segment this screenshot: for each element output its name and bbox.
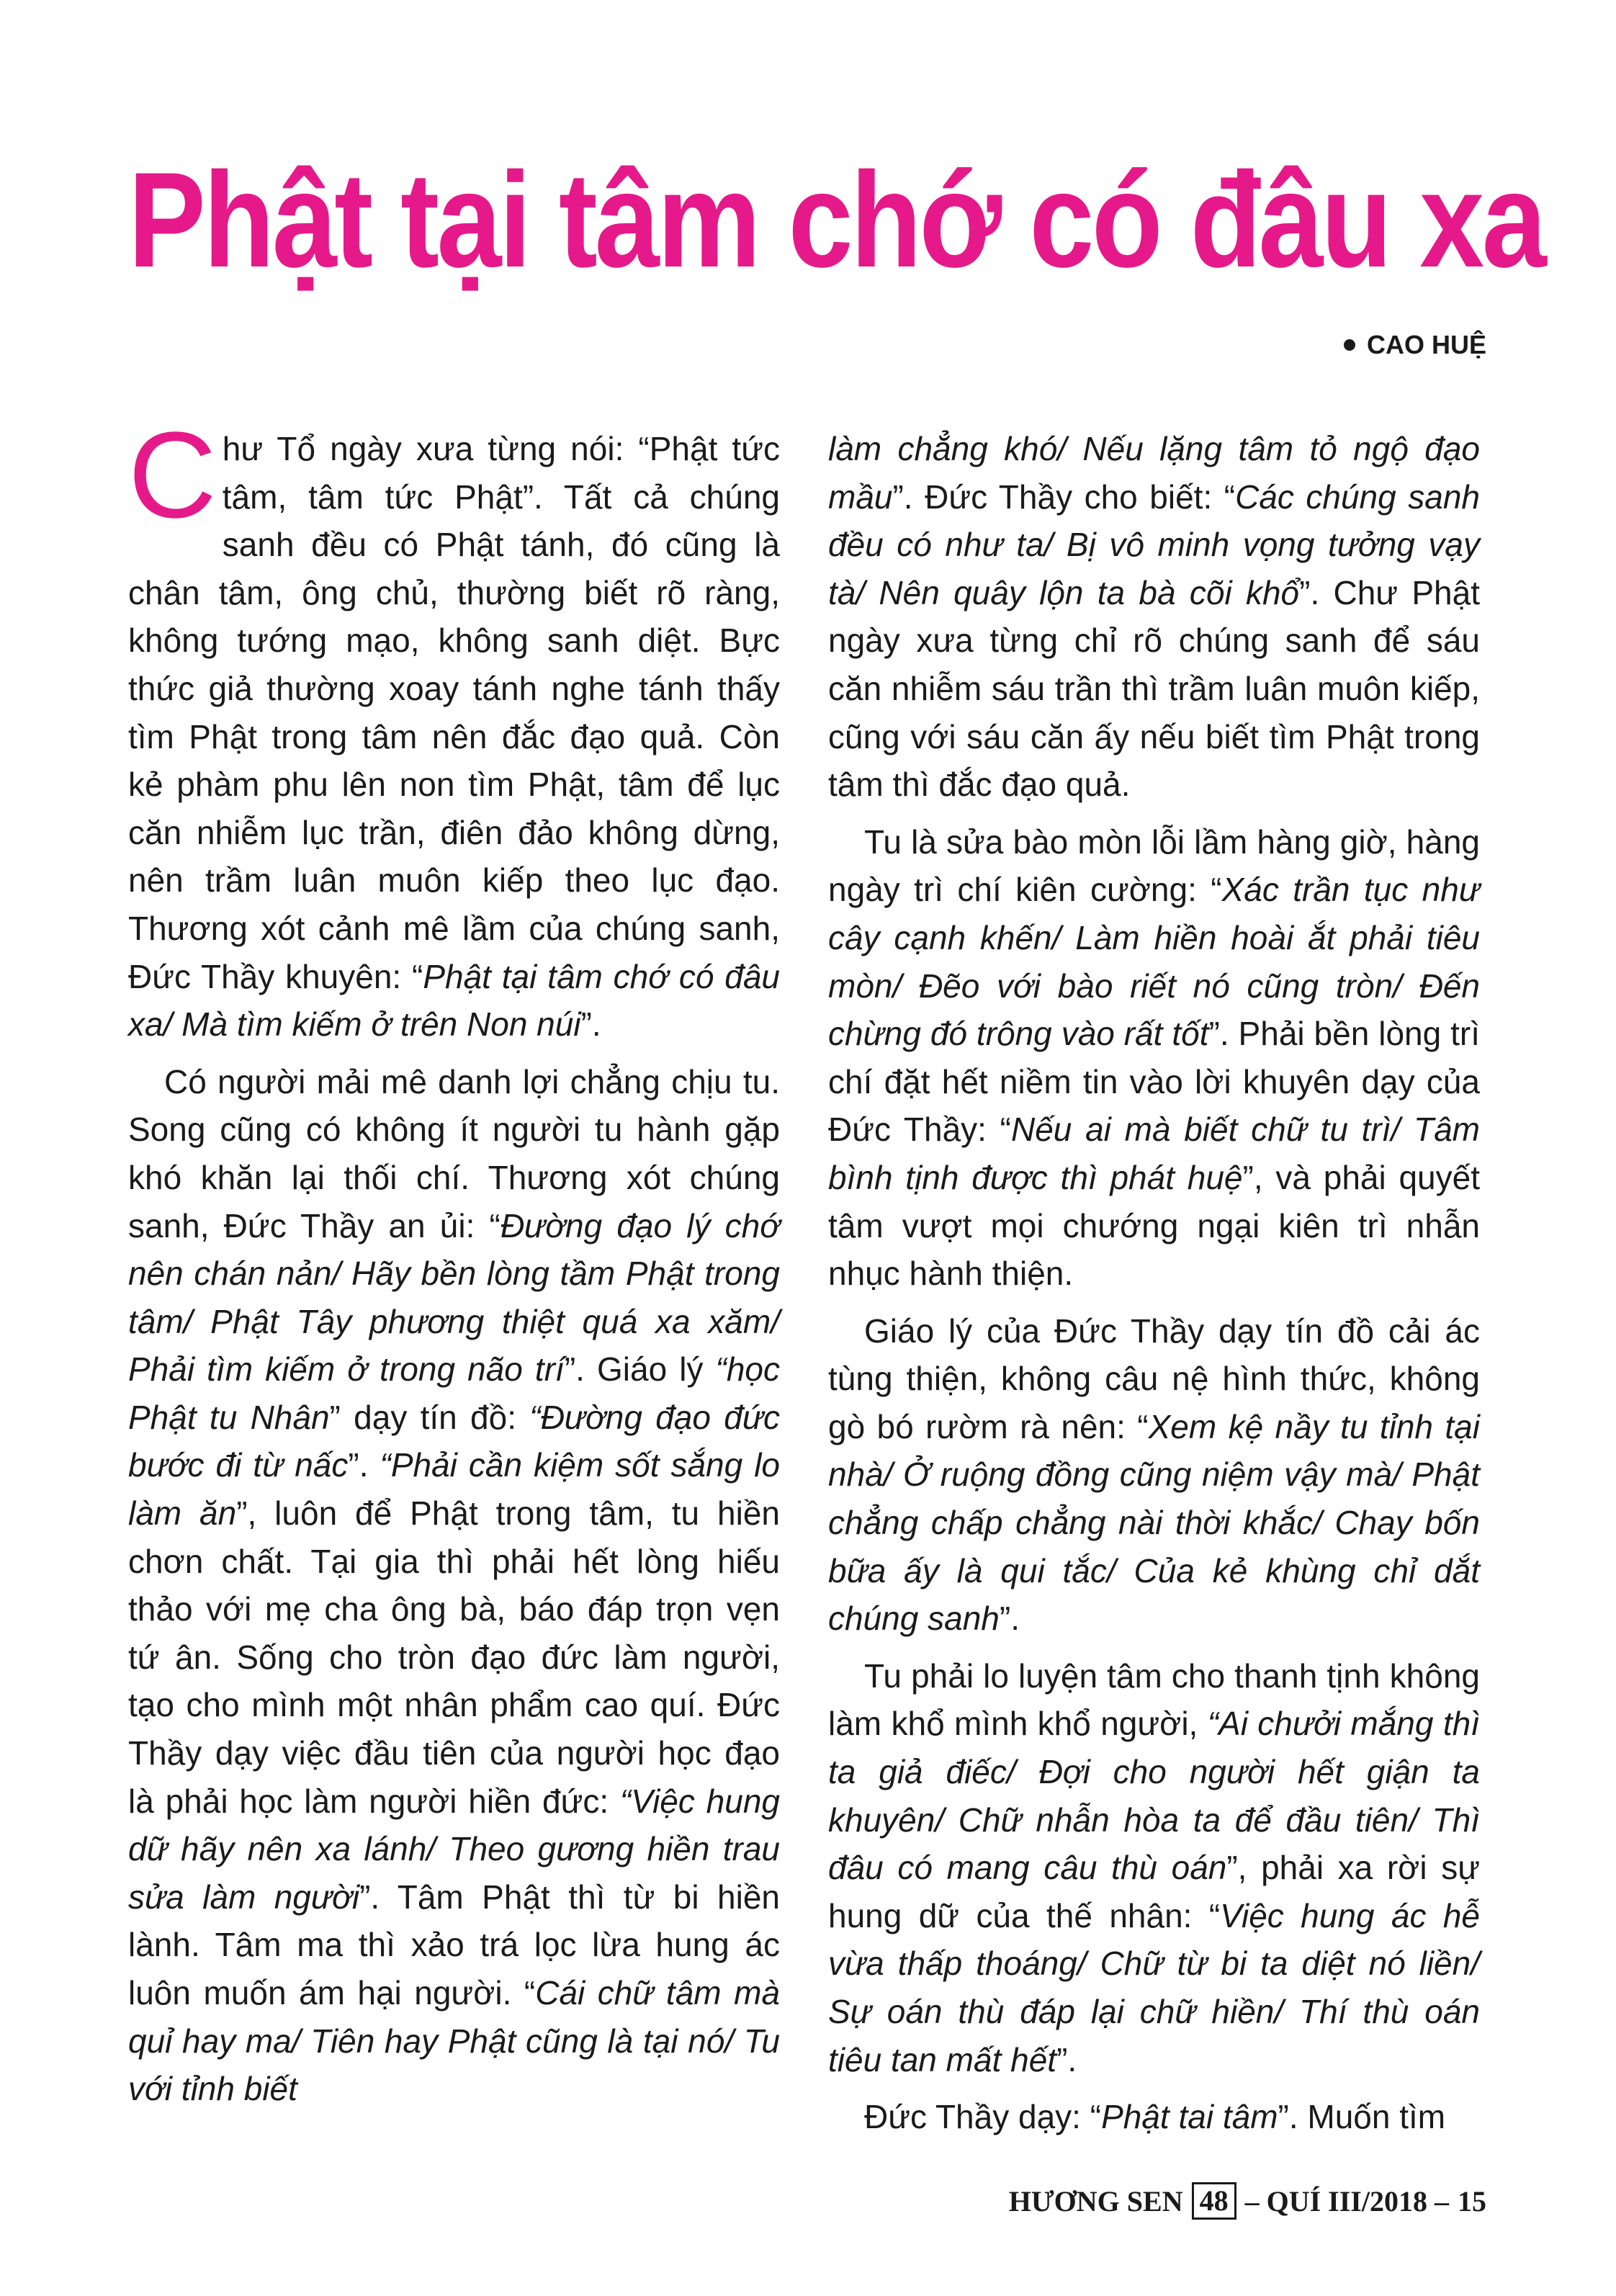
paragraph-text	[828, 1312, 1480, 1638]
paragraph	[828, 818, 1480, 1298]
paragraph-text	[128, 1063, 780, 2107]
page-footer	[1009, 2182, 1486, 2220]
body-text: ” dạy tín đồ:	[329, 1398, 530, 1436]
issue-number: 48	[1192, 2182, 1236, 2220]
paragraph-text	[128, 407, 781, 1044]
body-text: ”. Tâm Phật thì từ bi hiền lành. Tâm ma thì xảo trá lọc lừa hung ác luôn muốn ám hại người. “	[128, 1878, 780, 2012]
paragraph	[128, 407, 781, 1049]
article-title: Phật tại tâm chớ có đâu xa	[128, 144, 1545, 295]
body-text: ”, luôn để Phật trong tâm, tu hiền chơn chất. Tại gia thì phải hết lòng hiếu thảo với mẹ cha ông bà, báo đáp trọn vẹn tứ ân. Sống cho tròn đạo đức làm người, tạo cho mình một nhân phẩm cao quí. Đức Thầy dạy việc đầu tiên của người học đạo là phải học làm người hiền đức:	[128, 1494, 780, 1820]
body-text: Tu là sửa bào mòn lỗi lầm hàng giờ, hàng ngày trì chí kiên cường: “	[828, 822, 1480, 909]
body-text: Đức Thầy dạy: “	[864, 2098, 1102, 2136]
quote-text: Đường đạo lý chớ nên chán nản/ Hãy bền lòng tầm Phật trong tâm/ Phật Tây phương thiệt quá xa xăm/ Phải tìm kiếm ở trong não trí	[128, 1206, 780, 1389]
body-text: Giáo lý của Đức Thầy dạy tín đồ cải ác tùng thiện, không câu nệ hình thức, không gò bó rườm rà nên: “	[828, 1311, 1480, 1445]
quote-text: “học Phật tu Nhân	[128, 1350, 781, 1436]
paragraph	[128, 1058, 780, 2113]
quote-text: “Việc hung dữ hãy nên xa lánh/ Theo gương hiền trau sửa làm người	[128, 1782, 780, 1916]
body-text: ”. Chư Phật ngày xưa từng chỉ rõ chúng sanh để sáu căn nhiễm sáu trần thì trầm luân muôn kiếp, cũng với sáu căn ấy nếu biết tìm Phật trong tâm thì đắc đạo quả.	[828, 573, 1481, 804]
quote-text: Xác trần tục như cây cạnh khến/ Làm hiền hoài ắt phải tiêu mòn/ Đẽo với bào riết nó cũng tròn/ Đến chừng đó trông vào rất tốt	[828, 871, 1480, 1053]
paragraph	[828, 2093, 1480, 2141]
page-number: 15	[1458, 2184, 1486, 2217]
quote-text: “Đường đạo đức bước đi từ nấc	[128, 1398, 780, 1484]
body-text: hư Tổ ngày xưa từng nói: “Phật tức tâm, tâm tức Phật”. Tất cả chúng sanh đều có Phật tánh, đó cũng là chân tâm, ông chủ, thường biết rõ ràng, không tướng mạo, không sanh diệt. Bực thức giả thường xoay tánh nghe tánh thấy tìm Phật trong tâm nên đắc đạo quả. Còn kẻ phàm phu lên non tìm Phật, tâm để lục căn nhiễm lục trần, điên đảo không dừng, nên trầm luân muôn kiếp theo lục đạo. Thương xót cảnh mê lầm của chúng sanh, Đức Thầy khuyên: “	[128, 430, 780, 995]
body-text: Tu phải lo luyện tâm cho thanh tịnh không làm khổ mình khổ người,	[828, 1656, 1480, 1743]
author-byline	[1344, 330, 1486, 360]
paragraph-text	[828, 1657, 1480, 2078]
body-text: Có người mải mê danh lợi chẳng chịu tu. Song cũng có không ít người tu hành gặp khó khăn lại thối chí. Thương xót chúng sanh, Đức Thầy an ủi: “	[128, 1062, 780, 1245]
paragraph-text	[828, 430, 1480, 803]
body-text: ”, và phải quyết tâm vượt mọi chướng ngại kiên trì nhẫn nhục hành thiện.	[828, 1158, 1481, 1293]
body-text: ”.	[348, 1446, 380, 1484]
paragraph	[828, 1652, 1480, 2084]
quote-text: Các chúng sanh đều có như ta/ Bị vô minh vọng tưởng vạy tà/ Nên quây lộn ta bà cõi khổ	[828, 477, 1480, 611]
quote-text: Phật tại tâm chớ có đâu xa/ Mà tìm kiếm ở trên Non núi	[128, 957, 781, 1044]
body-text: ”.	[1056, 2040, 1077, 2078]
right-column	[828, 425, 1480, 2151]
left-column	[128, 407, 781, 2122]
issue-period: – QUÍ III/2018 –	[1244, 2184, 1449, 2217]
paragraph-text	[828, 823, 1480, 1292]
magazine-name: HƯƠNG SEN	[1008, 2184, 1183, 2217]
quote-text: Xem kệ nầy tu tỉnh tại nhà/ Ở ruộng đồng cũng niệm vậy mà/ Phật chẳng chấp chẳng nài thời khắc/ Chay bốn bữa ấy là qui tắc/ Của kẻ khùng chỉ dắt chúng sanh	[828, 1407, 1480, 1638]
quote-text: Việc hung ác hễ vừa thấp thoáng/ Chữ từ bi ta diệt nó liền/ Sự oán thù đáp lại chữ hiền/ Thí thù oán tiêu tan mất hết	[828, 1896, 1481, 2078]
body-text: ”. Phải bền lòng trì chí đặt hết niềm tin vào lời khuyên dạy của Đức Thầy: “	[828, 1015, 1480, 1149]
body-text: ”. Đức Thầy cho biết: “	[892, 477, 1236, 516]
paragraph	[828, 1307, 1480, 1643]
body-text: ”.	[580, 1005, 601, 1044]
quote-text: Phật tai tâm	[1101, 2098, 1278, 2136]
body-text: ”. Muốn tìm	[1278, 2098, 1446, 2136]
body-text: ”. Giáo lý	[564, 1350, 716, 1389]
bullet-icon	[1344, 339, 1355, 351]
author-name: CAO HUỆ	[1366, 330, 1486, 359]
quote-text: “Ai chưởi mắng thì ta giả điếc/ Đợi cho người hết giận ta khuyên/ Chữ nhẫn hòa ta để đầu tiên/ Thì đâu có mang câu thù oán	[828, 1705, 1480, 1887]
paragraph	[828, 425, 1480, 809]
body-text: ”.	[999, 1600, 1020, 1638]
drop-cap: C	[128, 407, 217, 544]
paragraph-text	[864, 2098, 1445, 2135]
quote-text: làm chẳng khó/ Nếu lặng tâm tỏ ngộ đạo mầu	[828, 430, 1480, 516]
quote-text: “Phải cần kiệm sốt sắng lo làm ăn	[128, 1446, 780, 1533]
quote-text: Nếu ai mà biết chữ tu trì/ Tâm bình tịnh được thì phát huệ	[828, 1111, 1481, 1196]
quote-text: Cái chữ tâm mà quỉ hay ma/ Tiên hay Phật cũng là tại nó/ Tu với tỉnh biết	[128, 1974, 781, 2108]
body-text: ”, phải xa rời sự hung dữ của thế nhân: “	[828, 1849, 1480, 1934]
